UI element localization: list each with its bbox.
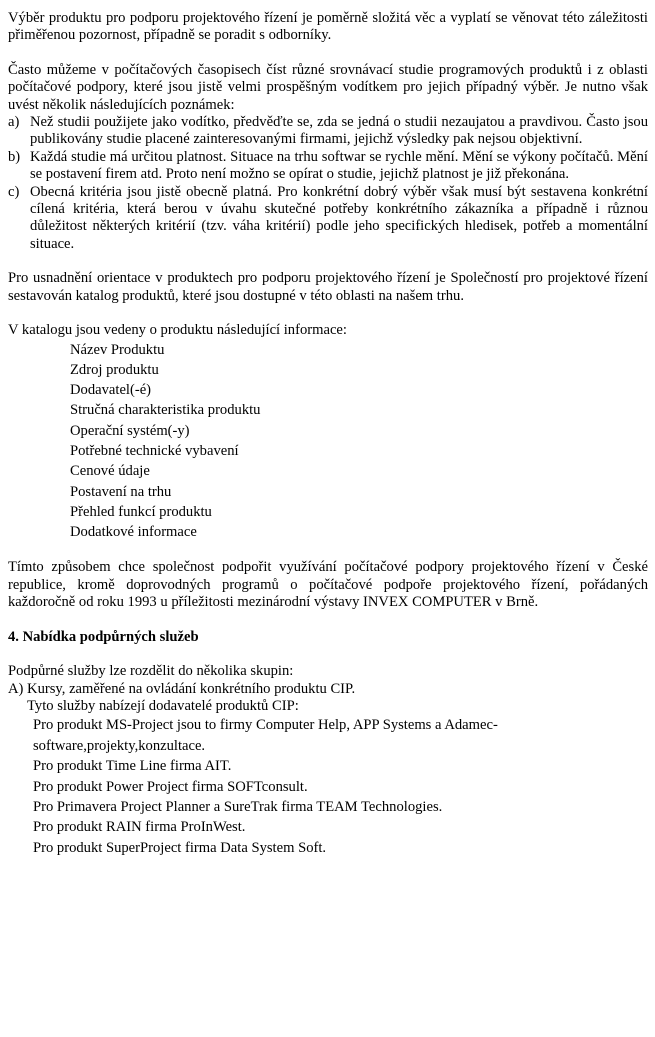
section-heading: 4. Nabídka podpůrných služeb: [8, 628, 199, 645]
remark-text: Každá studie má určitou platnost. Situace na trhu softwar se rychle mění. Mění se výkony počítačů. Mění se postavení firem atd. Proto není možno se opírat o studie, jejichž platnost je již překonána.: [30, 148, 648, 183]
closing-paragraph: Tímto způsobem chce společnost podpořit využívání počítačové podpory projektového řízení v České republice, kromě doprovodných programů o počítačové podpoře projektového řízení, pořádaných každoročně od roku 1993 u příležitosti mezinárodní výstavy INVEX COMPUTER v Brně.: [8, 559, 648, 611]
list-item: Název Produktu: [70, 341, 165, 358]
list-item: Dodatkové informace: [70, 524, 197, 541]
list-item: Operační systém(-y): [70, 422, 190, 439]
studies-paragraph: Často můžeme v počítačových časopisech číst různé srovnávací studie programových produktů i z oblasti počítačové podpory, které jsou jistě velmi prospěšným vodítkem pro jejich případný výběr. Je nutno však uvést několik následujících poznámek:: [8, 61, 648, 113]
catalog-intro: V katalogu jsou vedeny o produktu následující informace:: [8, 322, 347, 339]
services-group-a-sub: Tyto služby nabízejí dodavatelé produktů CIP:: [27, 697, 299, 714]
document-page: [8, 10, 648, 858]
list-item: Pro produkt MS-Project jsou to firmy Computer Help, APP Systems a Adamec-software,projekty,konzultace.: [33, 717, 498, 754]
remark-text: Než studii použijete jako vodítko, předvěďte se, zda se jedná o studii nezaujatou a pravdivou. Často jsou publikovány studie placené zainteresovanými firmami, jejichž výsledky pak nejsou objektivní.: [30, 114, 648, 148]
catalog-field-list: [8, 340, 648, 543]
list-item: Postavení na trhu: [70, 483, 172, 500]
provider-list: [8, 715, 648, 858]
list-item: Dodavatel(-é): [70, 382, 152, 399]
list-item: Potřebné technické vybavení: [70, 442, 239, 459]
list-item: Stručná charakteristika produktu: [70, 402, 261, 419]
remark-label: c): [8, 183, 20, 200]
list-item: Pro produkt Power Project firma SOFTconsult.: [33, 778, 308, 795]
services-intro: Podpůrné služby lze rozdělit do několika skupin:: [8, 663, 294, 680]
list-item: Přehled funkcí produktu: [70, 503, 212, 520]
remark-label: a): [8, 114, 20, 131]
remark-label: b): [8, 148, 21, 165]
remark-text: Obecná kritéria jsou jistě obecně platná. Pro konkrétní dobrý výběr však musí být sestavena konkrétní cílená kritéria, která berou v úvahu skutečné potřeby konkrétního zákazníka a případně i různou důležitost některých kritérií (tzv. váha kritérií) podle jeho specifických hledisek, potřeb a momentální situace.: [30, 183, 648, 252]
list-item: Pro Primavera Project Planner a SureTrak firma TEAM Technologies.: [33, 798, 443, 815]
list-item: Zdroj produktu: [70, 361, 159, 378]
intro-paragraph: Výběr produktu pro podporu projektového řízení je poměrně složitá věc a vyplatí se věnovat této záležitosti přiměřenou pozornost, případně se poradit s odborníky.: [8, 10, 648, 44]
list-item: Pro produkt RAIN firma ProInWest.: [33, 819, 246, 836]
list-item: Cenové údaje: [70, 463, 150, 480]
remark-item-a: [8, 114, 648, 149]
remark-item-b: [8, 149, 648, 184]
orientation-paragraph: Pro usnadnění orientace v produktech pro podporu projektového řízení je Společností pro projektové řízení sestavován katalog produktů, které jsou dostupné v této oblasti na našem trhu.: [8, 270, 648, 304]
list-item: Pro produkt SuperProject firma Data System Soft.: [33, 839, 327, 856]
list-item: Pro produkt Time Line firma AIT.: [33, 758, 232, 775]
services-group-a: A) Kursy, zaměřené na ovládání konkrétního produktu CIP.: [8, 680, 356, 697]
remark-item-c: [8, 184, 648, 254]
